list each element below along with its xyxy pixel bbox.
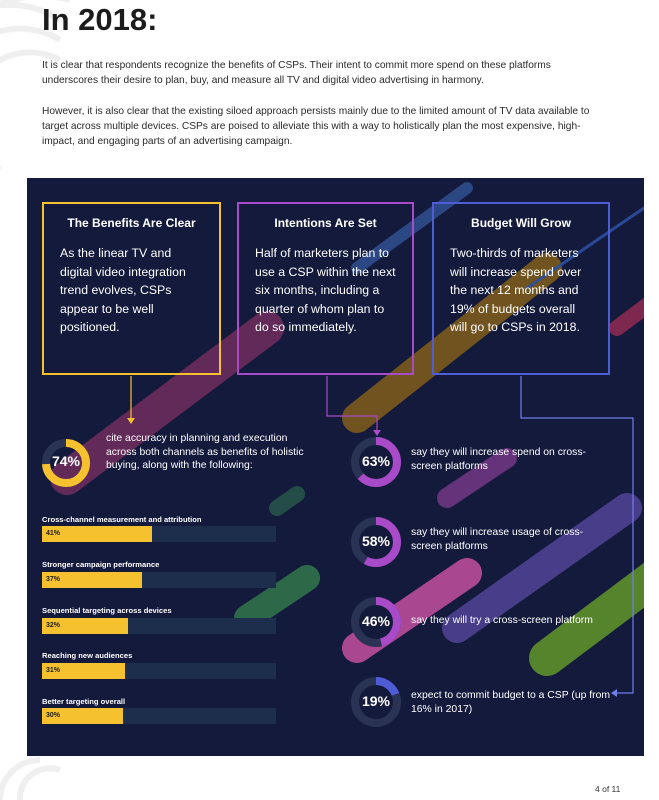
bar-label-5: Better targeting overall	[42, 697, 126, 706]
page-number: 4 of 11	[595, 784, 621, 794]
budget-text: Two-thirds of marketers will increase spend over the next 12 months and 19% of budgets overall will go to CSPs in 2018.	[450, 246, 582, 334]
bar-value-2: 37%	[46, 576, 61, 583]
benefits-text: As the linear TV and digital video integration trend evolves, CSPs appear to be well positioned.	[60, 246, 186, 334]
intentions-box	[237, 202, 414, 375]
page-title: In 2018:	[42, 2, 158, 37]
stat-caption-3: say they will try a cross-screen platform	[411, 615, 593, 626]
left-stat-caption: cite accuracy in planning and execution across both channels as benefits of holistic buying, along with the following:	[106, 433, 304, 471]
stat-caption-2: say they will increase usage of cross-screen platforms	[411, 527, 584, 552]
benefits-heading: The Benefits Are Clear	[67, 216, 196, 230]
bar-track-4	[42, 663, 276, 679]
bar-value-1: 41%	[46, 530, 61, 537]
budget-heading: Budget Will Grow	[471, 216, 571, 230]
intro-paragraph-2: However, it is also clear that the existing siloed approach persists mainly due to the limited amount of TV data available to target across multiple devices. CSPs are poised to alleviate this with a way to holistically plan the most expensive, high-impact, and engaging parts of an advertising campaign.	[42, 106, 590, 147]
stat-value-1: 63%	[361, 453, 391, 469]
stat-caption-4: expect to commit budget to a CSP (up from 16% in 2017)	[411, 690, 611, 715]
infographic-panel	[27, 178, 644, 756]
bar-value-5: 30%	[46, 712, 61, 719]
intentions-text: Half of marketers plan to use a CSP within the next six months, including a quarter of whom plan to do so immediately.	[255, 246, 396, 334]
bar-label-4: Reaching new audiences	[42, 651, 133, 660]
bar-label-1: Cross-channel measurement and attribution	[42, 515, 202, 524]
intro-paragraph-1: It is clear that respondents recognize the benefits of CSPs. Their intent to commit more spend on these platforms underscores their desire to plan, buy, and measure all TV and digital video advertising in harmony.	[42, 60, 551, 86]
bar-track-3	[42, 618, 276, 634]
bar-label-3: Sequential targeting across devices	[42, 606, 172, 615]
budget-box	[432, 202, 610, 375]
bar-value-4: 31%	[46, 667, 61, 674]
bar-track-5	[42, 708, 276, 724]
left-stat-value: 74%	[51, 453, 81, 469]
intentions-heading: Intentions Are Set	[274, 216, 377, 230]
stat-value-3: 46%	[361, 613, 391, 629]
stat-value-2: 58%	[361, 533, 391, 549]
stat-value-4: 19%	[361, 693, 391, 709]
bar-label-2: Stronger campaign performance	[42, 560, 160, 569]
bar-value-3: 32%	[46, 622, 61, 629]
stat-caption-1: say they will increase spend on cross-screen platforms	[411, 447, 586, 472]
bar-track-2	[42, 572, 276, 588]
benefits-box	[42, 202, 221, 375]
bar-track-1	[42, 526, 276, 542]
